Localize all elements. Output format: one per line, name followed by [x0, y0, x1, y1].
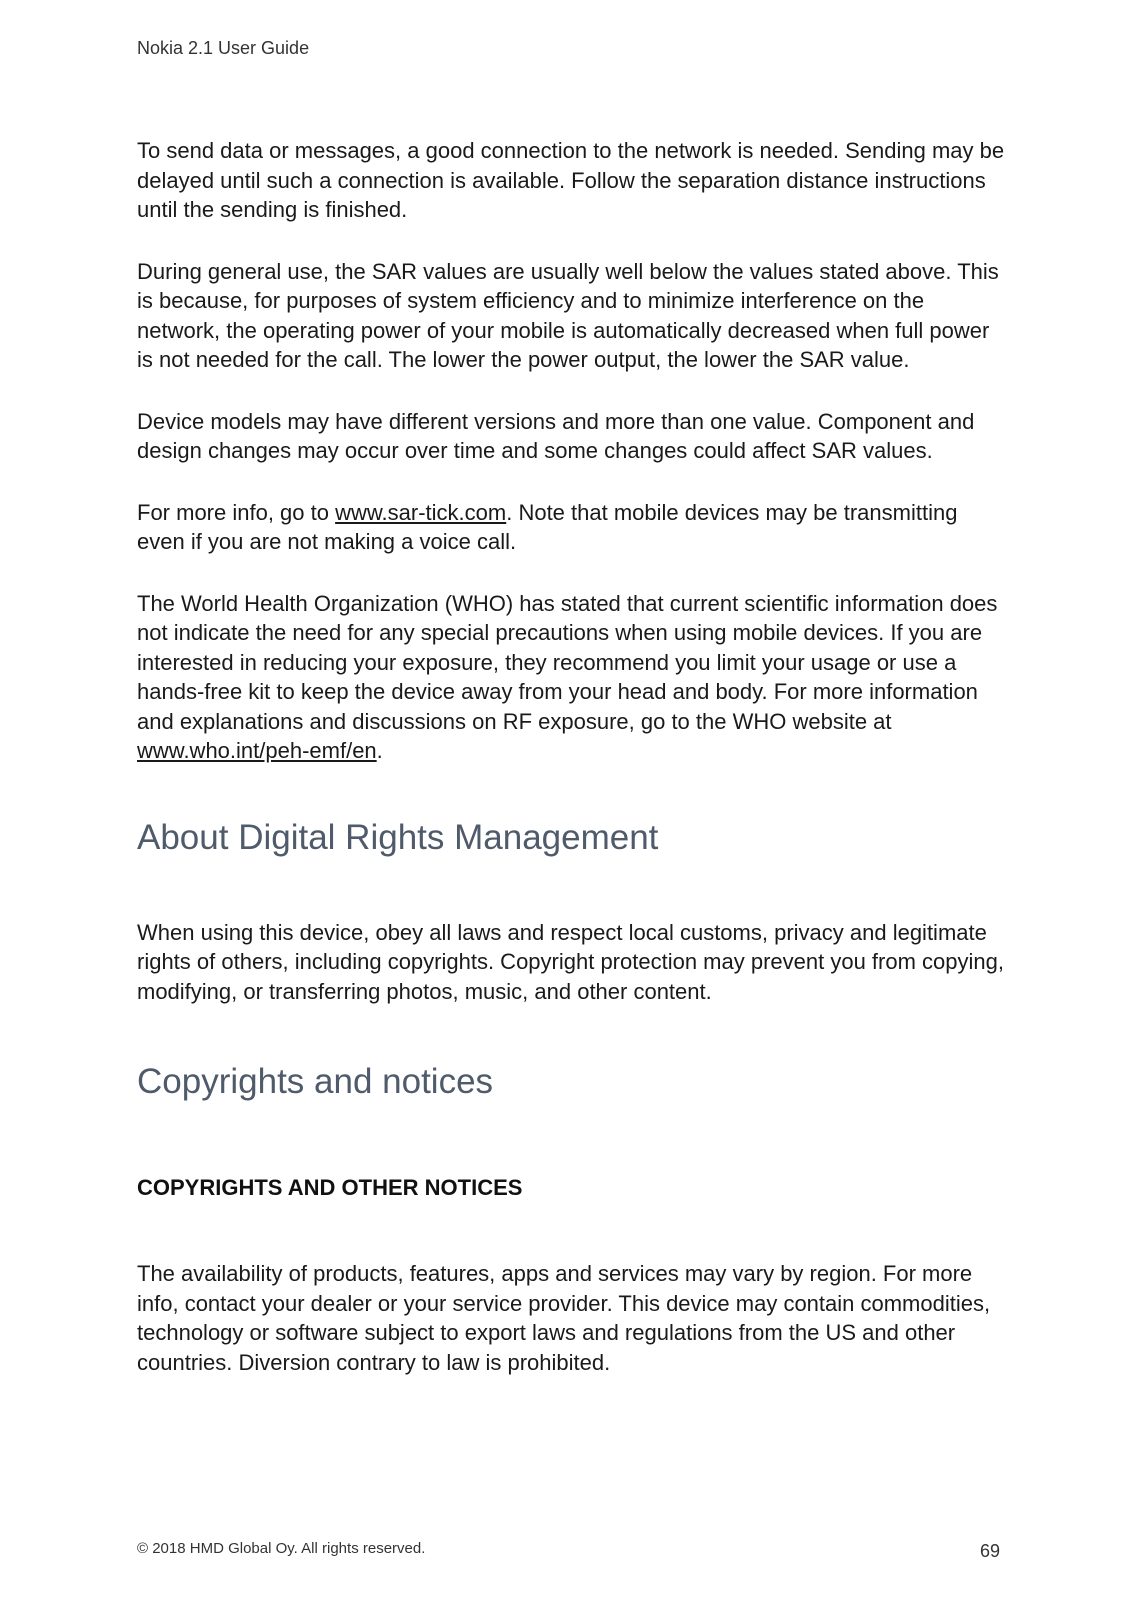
- paragraph-sar-general-use: During general use, the SAR values are usually well below the values stated above. This is because, for purposes of system efficiency and to minimize interference on the network, the operating power of your mobile is automatically decreased when full power is not needed for the call. The lower the power output, the lower the SAR value.: [137, 258, 999, 372]
- page-number: 69: [979, 1541, 1000, 1561]
- paragraph-sending-data: To send data or messages, a good connection to the network is needed. Sending may be delayed until such a connection is available. Follow the separation distance instructions until the sending is finished.: [137, 138, 1005, 222]
- sar-tick-link[interactable]: www.sar-tick.com: [335, 499, 507, 525]
- paragraph-device-models: Device models may have different versions and more than one value. Component and design changes may occur over time and some changes could affect SAR values.: [137, 408, 975, 463]
- who-text-after: .: [376, 738, 383, 763]
- who-link[interactable]: www.who.int/peh-emf/en: [137, 738, 377, 763]
- paragraph-more-info: [137, 498, 1007, 557]
- paragraph-drm: When using this device, obey all laws and respect local customs, privacy and legitimate rights of others, including copyrights. Copyright protection may prevent you from copying, modifying, or transferring photos, music, and other content.: [137, 919, 1004, 1004]
- page-content: [137, 136, 1007, 1409]
- running-header: Nokia 2.1 User Guide: [137, 38, 310, 58]
- drm-heading: About Digital Rights Management: [137, 817, 659, 857]
- more-info-text-after: . Note that mobile devices may be transmitting even if you are not making a voice call.: [137, 499, 958, 554]
- paragraph-who: [137, 589, 1007, 766]
- more-info-text-before: For more info, go to: [137, 499, 336, 525]
- copyrights-heading: Copyrights and notices: [137, 1062, 494, 1101]
- copyrights-subheading: COPYRIGHTS AND OTHER NOTICES: [137, 1175, 523, 1200]
- who-text-before: The World Health Organization (WHO) has stated that current scientific information does not indicate the need for any special precautions when using mobile devices. If you are interested in reducing your exposure, they recommend you limit your usage or use a hands-free kit to keep the device away from your head and body. For more information and explanations and discussions on RF exposure, go to the WHO website at: [137, 590, 998, 734]
- paragraph-availability: The availability of products, features, apps and services may vary by region. For more info, contact your dealer or your service provider. This device may contain commodities, technology or software subject to export laws and regulations from the US and other countries. Diversion contrary to law is prohibited.: [137, 1261, 991, 1375]
- footer-copyright: © 2018 HMD Global Oy. All rights reserved.: [137, 1540, 426, 1557]
